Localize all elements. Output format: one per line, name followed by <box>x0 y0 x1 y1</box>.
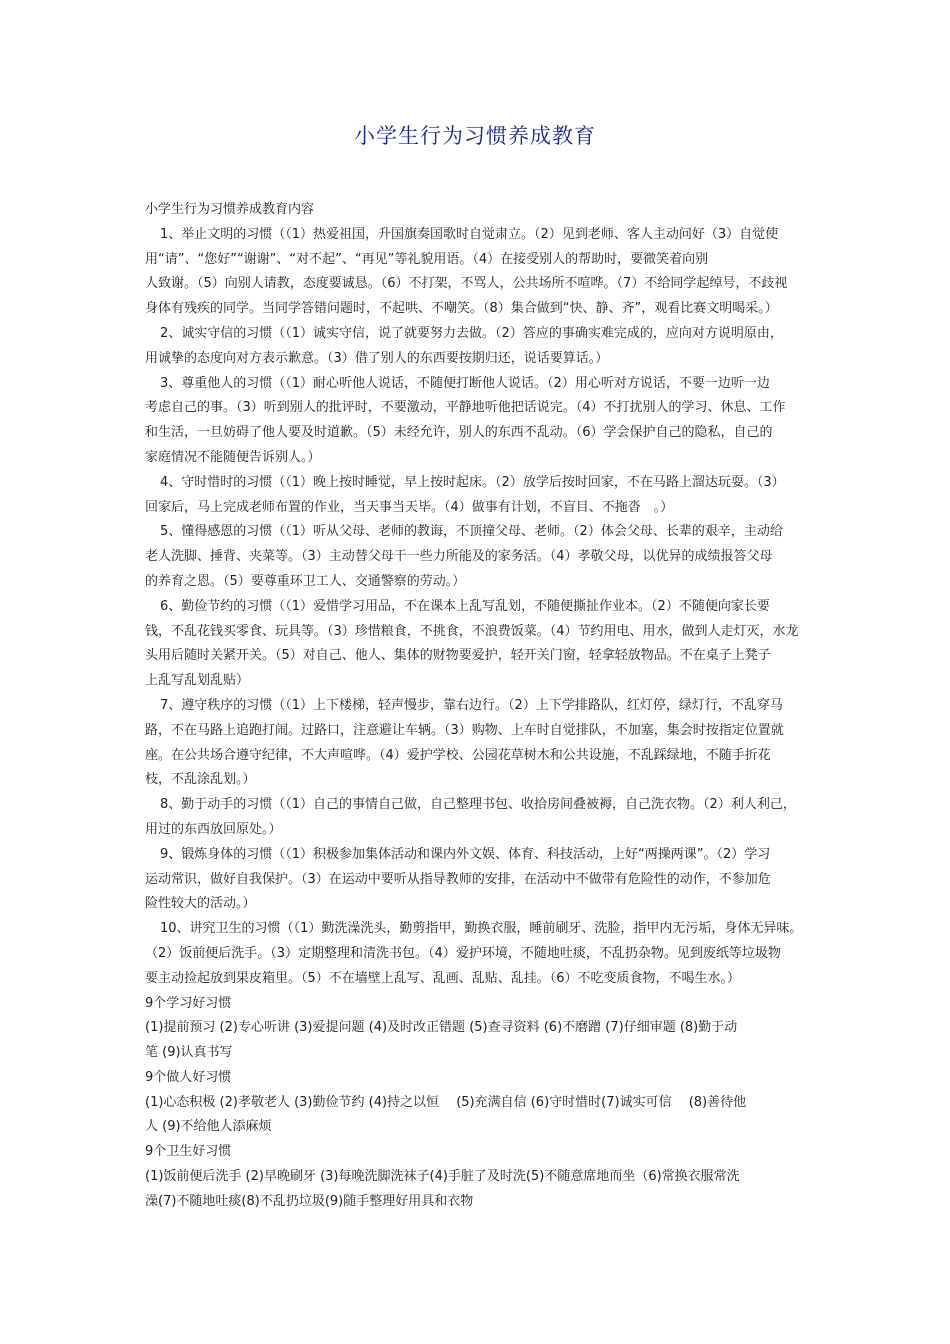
text-line: (1)提前预习 (2)专心听讲 (3)爱提问题 (4)及时改正错题 (5)查寻资料 (6)不磨蹭 (7)仔细审题 (8)勤于动 <box>145 1020 738 1036</box>
text-line: 7、遵守秩序的习惯（（1）上下楼梯，轻声慢步，靠右边行。（2）上下学排路队，红灯停，绿灯行，不乱穿马 <box>160 697 783 713</box>
text-line: （2）饭前便后洗手。（3）定期整理和清洗书包。（4）爱护环境，不随地吐痰，不乱扔杂物。见到废纸等垃圾物 <box>145 945 781 961</box>
text-line: 4、守时惜时的习惯（（1）晚上按时睡觉，早上按时起床。（2）放学后按时回家，不在马路上溜达玩耍。（3） <box>160 474 785 490</box>
text-line: 用过的东西放回原处。） <box>145 821 282 837</box>
text-line: 8、勤于动手的习惯（（1）自己的事情自己做，自己整理书包、收拾房间叠被褥，自己洗衣物。（2）利人利己， <box>160 797 796 813</box>
text-line: 9个卫生好习惯 <box>145 1144 232 1160</box>
text-line: 澡(7)不随地吐痰(8)不乱扔垃圾(9)随手整理好用具和衣物 <box>145 1193 474 1209</box>
text-line: 运动常识，做好自我保护。（3）在运动中要听从指导教师的安排，在活动中不做带有危险性的动作，不参加危 <box>145 871 771 887</box>
text-line: 家庭情况不能随便告诉别人。） <box>145 449 321 465</box>
text-line: 头用后随时关紧开关。（5）对自己、他人、集体的财物要爱护，轻开关门窗，轻拿轻放物品。不在桌子上凳子 <box>145 648 771 664</box>
text-line: 5、懂得感恩的习惯（（1）听从父母、老师的教诲，不顶撞父母、老师。（2）体会父母、长辈的艰辛，主动给 <box>160 524 783 540</box>
text-line: 用“请”、“您好”“谢谢”、“对不起”、“再见”等礼貌用语。（4）在接受别人的帮助时，要微笑着向别 <box>145 251 709 267</box>
text-line: (1)饭前便后洗手 (2)早晚刷牙 (3)每晚洗脚洗袜子(4)手脏了及时洗(5)不随意席地而坐（6)常换衣服常洗 <box>145 1169 740 1185</box>
text-line: 座。在公共场合遵守纪律，不大声喧哗。（4）爱护学校、公园花草树木和公共设施，不乱踩绿地，不随手折花 <box>145 747 771 763</box>
text-line: 身体有残疾的同学。当同学答错问题时，不起哄、不嘲笑。（8）集合做到“快、静、齐”，观看比赛文明喝采。） <box>145 301 778 317</box>
page-title: 小学生行为习惯养成教育 <box>354 124 596 148</box>
text-line: 用诚挚的态度向对方表示歉意。（3）借了别人的东西要按期归还，说话要算话。） <box>145 350 609 366</box>
text-line: 1、举止文明的习惯（（1）热爱祖国，升国旗奏国歌时自觉肃立。（2）见到老师、客人主动问好（3）自觉使 <box>160 226 779 242</box>
text-line: 考虑自己的事。（3）听到别人的批评时，不要激动，平静地听他把话说完。（4）不打扰别人的学习、休息、工作 <box>145 400 786 416</box>
text-line: 上乱写乱划乱贴） <box>145 673 250 689</box>
text-line: 的养育之恩。（5）要尊重环卫工人、交通警察的劳动。） <box>145 573 466 589</box>
text-line: 9个学习好习惯 <box>145 995 232 1011</box>
text-line: 要主动捡起放到果皮箱里。（5）不在墙壁上乱写、乱画、乱贴、乱挂。（6）不吃变质食物，不喝生水。） <box>145 970 741 986</box>
text-line: 9、锻炼身体的习惯（（1）积极参加集体活动和课内外文娱、体育、科技活动，上好“两操两课”。（2）学习 <box>160 846 771 862</box>
text-line: 和生活，一旦妨碍了他人要及时道歉。（5）未经允许，别人的东西不乱动。（6）学会保护自己的隐私，自己的 <box>145 425 773 441</box>
text-line: 小学生行为习惯养成教育内容 <box>145 202 315 217</box>
text-line: 路，不在马路上追跑打闹。过路口，注意避让车辆。（3）购物、上车时自觉排队，不加塞，集会时按指定位置就 <box>145 722 784 738</box>
text-line: 2、诚实守信的习惯（（1）诚实守信，说了就要努力去做。（2）答应的事确实难完成的，应向对方说明原由， <box>160 325 783 341</box>
text-line: 3、尊重他人的习惯（（1）耐心听他人说话，不随便打断他人说话。（2）用心听对方说话，不要一边听一边 <box>160 375 770 391</box>
text-line: 6、勤俭节约的习惯（（1）爱惜学习用品，不在课本上乱写乱划，不随便撕扯作业本。（2）不随便向家长要 <box>160 598 770 614</box>
text-line: 笔 (9)认真书写 <box>145 1045 233 1061</box>
text-line: 人致谢。（5）向别人请教，态度要诚恳。（6）不打架，不骂人，公共场所不喧哗。（7）不给同学起绰号，不歧视 <box>145 276 788 292</box>
text-line: 回家后，马上完成老师布置的作业，当天事当天毕。（4）做事有计划，不盲目、不拖沓 。） <box>145 499 674 515</box>
text-line: 险性较大的活动。） <box>145 896 256 912</box>
text-line: (1)心态积极 (2)孝敬老人 (3)勤俭节约 (4)持之以恒 (5)充满自信 (6)守时惜时(7)诚实可信 (8)善待他 <box>145 1094 747 1110</box>
text-line: 9个做人好习惯 <box>145 1069 232 1085</box>
text-line: 老人洗脚、捶背、夹菜等。（3）主动替父母干一些力所能及的家务活。（4）孝敬父母，以优异的成绩报答父母 <box>145 549 773 565</box>
text-line: 枝，不乱涂乱划。） <box>145 772 256 788</box>
document-body <box>145 198 815 1215</box>
text-line: 10、讲究卫生的习惯（（1）勤洗澡洗头，勤剪指甲，勤换衣服，睡前刷牙、洗脸，指甲内无污垢，身体无异味。 <box>160 921 803 937</box>
text-line: 钱，不乱花钱买零食、玩具等。（3）珍惜粮食，不挑食，不浪费饭菜。（4）节约用电、用水，做到人走灯灭，水龙 <box>145 623 799 639</box>
text-line: 人 (9)不给他人添麻烦 <box>145 1119 272 1135</box>
